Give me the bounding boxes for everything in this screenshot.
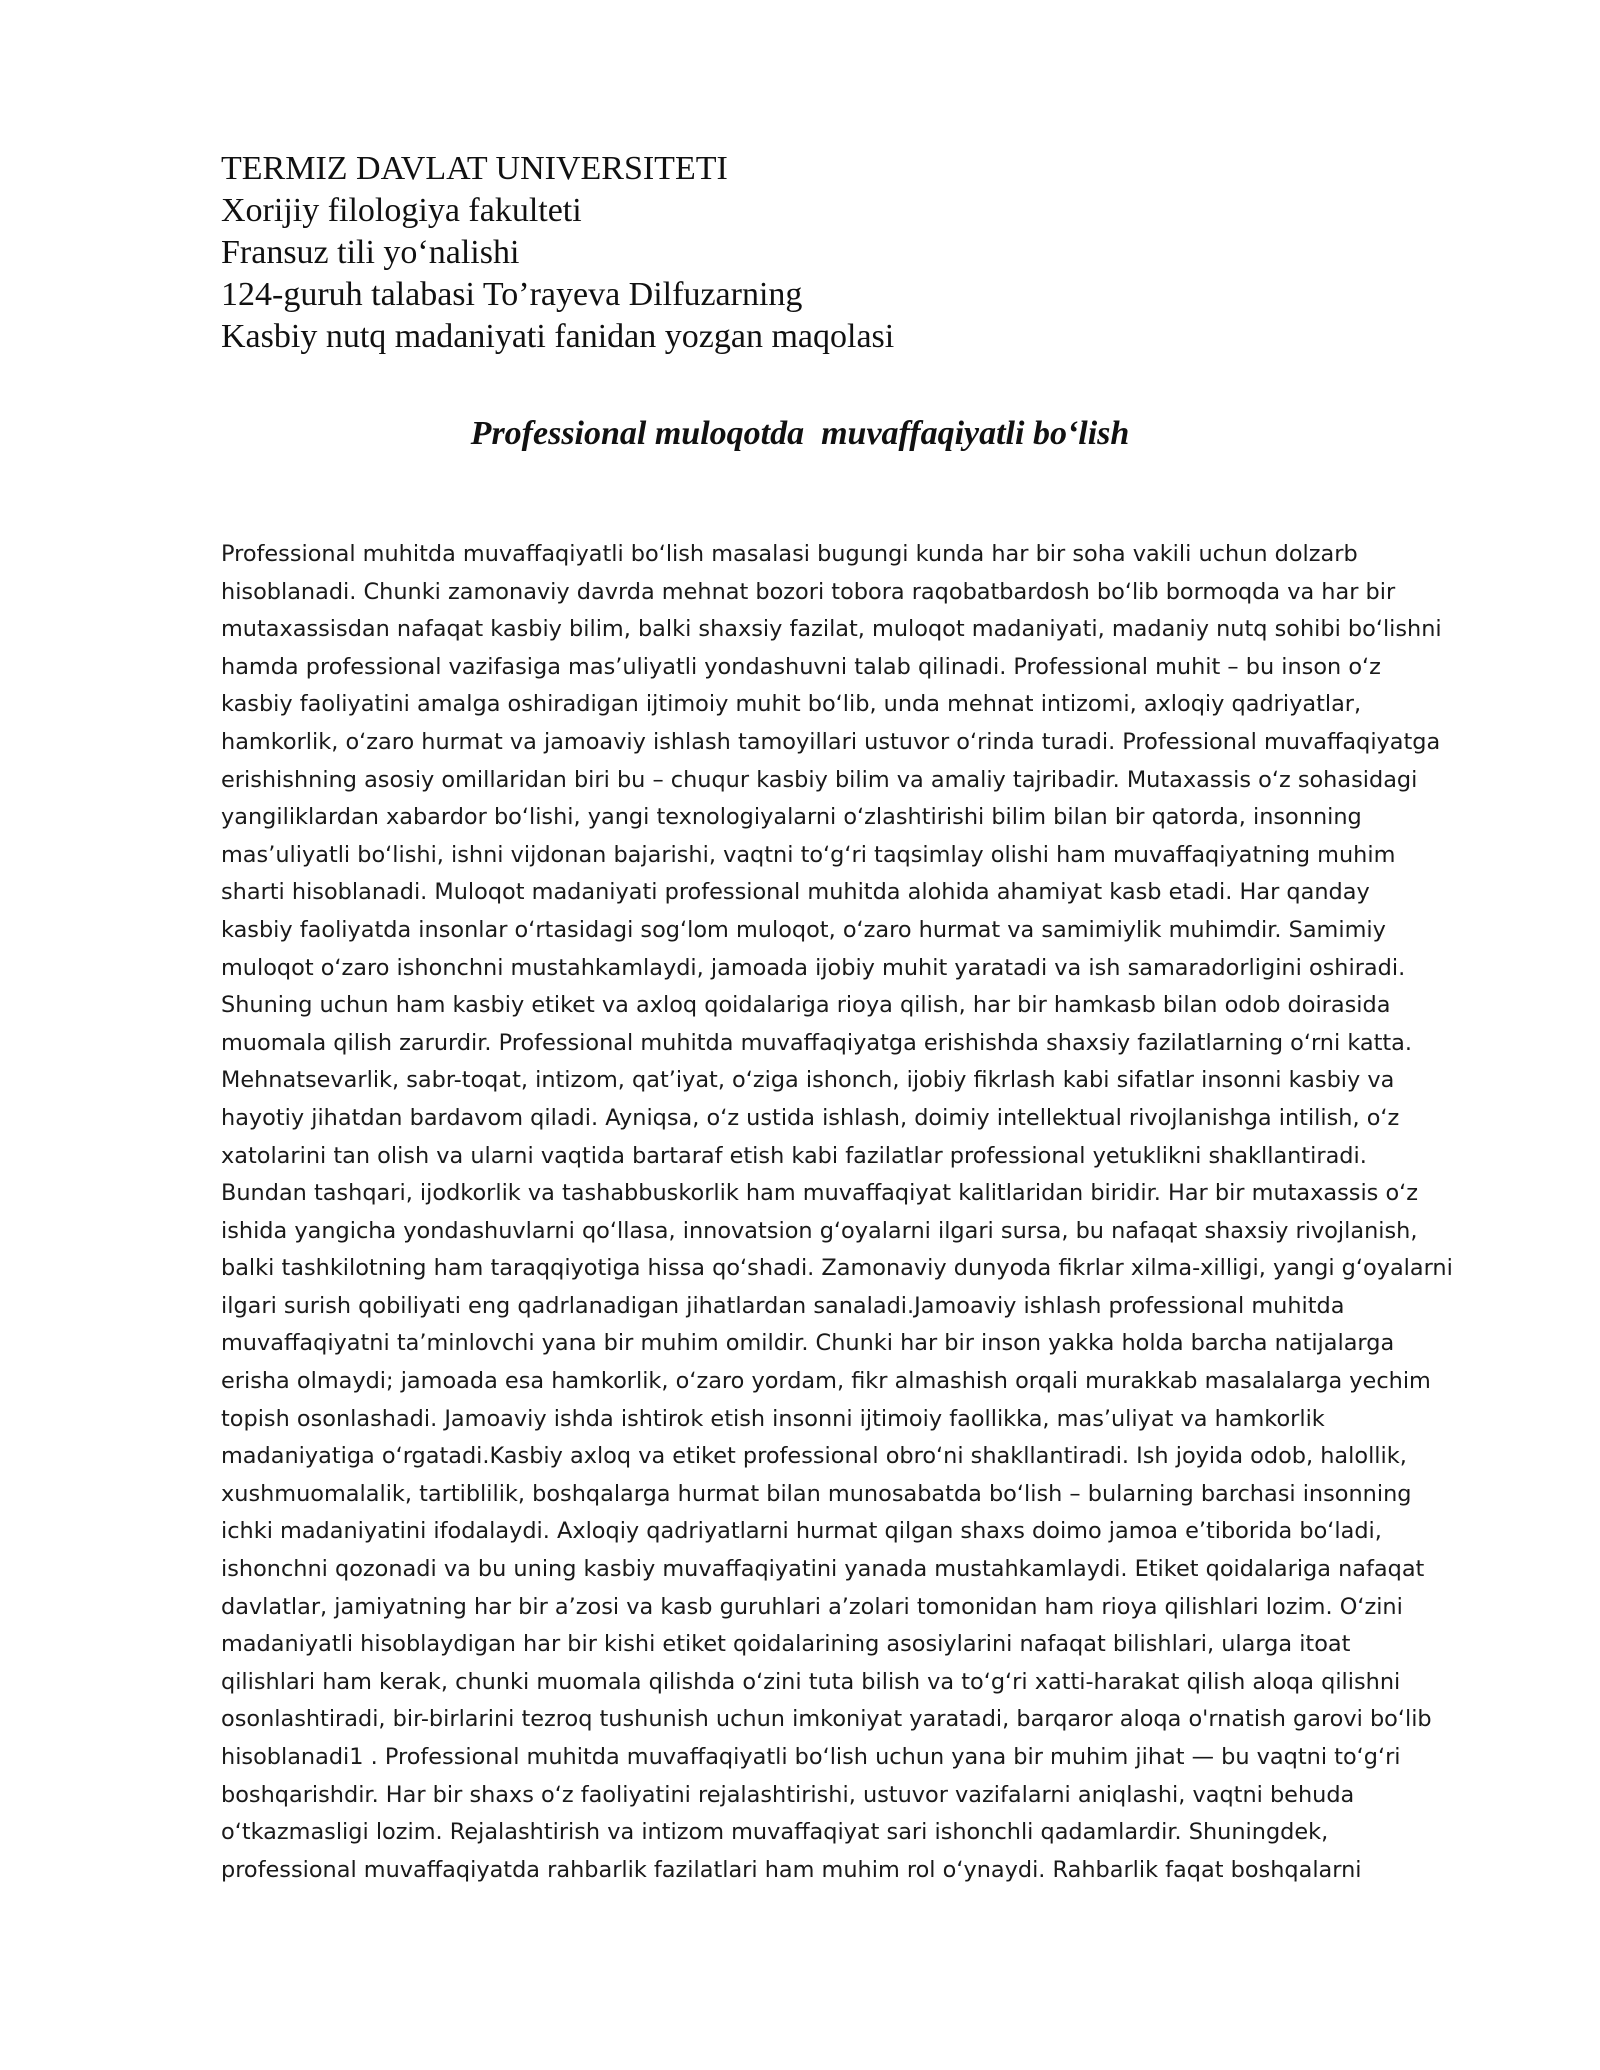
body-text-line: xushmuomalalik, tartiblilik, boshqalarga hurmat bilan munosabatda boʻlish – bularning barchasi insonning — [221, 1480, 1412, 1507]
body-text-line: kasbiy faoliyatda insonlar oʻrtasidagi sogʻlom muloqot, oʻzaro hurmat va samimiylik muhimdir. Samimiy — [221, 916, 1386, 943]
document-header — [221, 148, 1421, 358]
article-body — [221, 536, 1481, 1889]
body-text-line: muvaffaqiyatni ta’minlovchi yana bir muhim omildir. Chunki har bir inson yakka holda barcha natijalarga — [221, 1330, 1395, 1357]
body-text-line: oʻtkazmasligi lozim. Rejalashtirish va intizom muvaffaqiyat sari ishonchli qadamlardir. Shuningdek, — [221, 1819, 1329, 1846]
body-text-line: madaniyatiga oʻrgatadi.Kasbiy axloq va etiket professional obroʻni shakllantiradi. Ish joyida odob, halollik, — [221, 1443, 1407, 1470]
body-text-line: hamkorlik, oʻzaro hurmat va jamoaviy ishlash tamoyillari ustuvor oʻrinda turadi. Professional muvaffaqiyatga — [221, 728, 1441, 755]
department-name: Fransuz tili yoʻnalishi — [221, 234, 520, 271]
body-text-line: madaniyatli hisoblaydigan har bir kishi etiket qoidalarining asosiylarini nafaqat bilishlari, ularga itoat — [221, 1631, 1351, 1658]
body-text-line: ilgari surish qobiliyati eng qadrlanadigan jihatlardan sanaladi.Jamoaviy ishlash professional muhitda — [221, 1292, 1345, 1319]
body-text-line: osonlashtiradi, bir-birlarini tezroq tushunish uchun imkoniyat yaratadi, barqaror aloqa o'rnatish garovi boʻlib — [221, 1706, 1432, 1733]
body-text-line: hayotiy jihatdan bardavom qiladi. Ayniqsa, oʻz ustida ishlash, doimiy intellektual rivojlanishga intilish, oʻz — [221, 1104, 1400, 1131]
body-text-line: erisha olmaydi; jamoada esa hamkorlik, oʻzaro yordam, fikr almashish orqali murakkab masalalarga yechim — [221, 1368, 1431, 1395]
body-text-line: muomala qilish zarurdir. Professional muhitda muvaffaqiyatga erishishda shaxsiy fazilatlarning oʻrni katta. — [221, 1029, 1413, 1056]
university-name: TERMIZ DAVLAT UNIVERSITETI — [221, 150, 728, 187]
student-info: 124-guruh talabasi To’rayeva Dilfuzarning — [221, 276, 803, 313]
body-text-line: ichki madaniyatini ifodalaydi. Axloqiy qadriyatlarni hurmat qilgan shaxs doimo jamoa e’tiborida boʻladi, — [221, 1518, 1382, 1545]
body-text-line: yangiliklardan xabardor boʻlishi, yangi texnologiyalarni oʻzlashtirishi bilim bilan bir qatorda, insonning — [221, 804, 1362, 831]
body-text-line: kasbiy faoliyatini amalga oshiradigan ijtimoiy muhit boʻlib, unda mehnat intizomi, axloqiy qadriyatlar, — [221, 691, 1362, 718]
body-text-line: sharti hisoblanadi. Muloqot madaniyati professional muhitda alohida ahamiyat kasb etadi. Har qanday — [221, 879, 1370, 906]
body-text-line: hamda professional vazifasiga mas’uliyatli yondashuvni talab qilinadi. Professional muhit – bu inson oʻz — [221, 653, 1381, 680]
body-text-line: ishonchni qozonadi va bu uning kasbiy muvaffaqiyatini yanada mustahkamlaydi. Etiket qoidalariga nafaqat — [221, 1556, 1425, 1583]
body-text-line: professional muvaffaqiyatda rahbarlik fazilatlari ham muhim rol oʻynaydi. Rahbarlik faqat boshqalarni — [221, 1856, 1362, 1883]
body-text-line: mas’uliyatli boʻlishi, ishni vijdonan bajarishi, vaqtni toʻgʻri taqsimlay olishi ham muvaffaqiyatning muhim — [221, 841, 1396, 868]
body-text-line: xatolarini tan olish va ularni vaqtida bartaraf etish kabi fazilatlar professional yetuklikni shakllantiradi. — [221, 1142, 1367, 1169]
body-text-line: hisoblanadi. Chunki zamonaviy davrda mehnat bozori tobora raqobatbardosh boʻlib bormoqda va har bir — [221, 578, 1396, 605]
body-text-line: muloqot oʻzaro ishonchni mustahkamlaydi, jamoada ijobiy muhit yaratadi va ish samaradorligini oshiradi. — [221, 954, 1406, 981]
body-text-line: ishida yangicha yondashuvlarni qoʻllasa, innovatsion gʻoyalarni ilgari sursa, bu nafaqat shaxsiy rivojlanish, — [221, 1217, 1418, 1244]
faculty-name: Xorijiy filologiya fakulteti — [221, 192, 582, 229]
body-text-line: Professional muhitda muvaffaqiyatli boʻlish masalasi bugungi kunda har bir soha vakili uchun dolzarb — [221, 541, 1358, 567]
article-subject: Kasbiy nutq madaniyati fanidan yozgan maqolasi — [221, 318, 895, 355]
body-text-line: erishishning asosiy omillaridan biri bu – chuqur kasbiy bilim va amaliy tajribadir. Mutaxassis oʻz sohasidagi — [221, 766, 1418, 793]
body-text-line: Mehnatsevarlik, sabr-toqat, intizom, qat’iyat, oʻziga ishonch, ijobiy fikrlash kabi sifatlar insonni kasbiy va — [221, 1067, 1395, 1094]
body-text-line: Bundan tashqari, ijodkorlik va tashabbuskorlik ham muvaffaqiyat kalitlaridan biridir. Har bir mutaxassis oʻz — [221, 1180, 1419, 1207]
body-text-line: qilishlari ham kerak, chunki muomala qilishda oʻzini tuta bilish va toʻgʻri xatti-harakat qilish aloqa qilishni — [221, 1668, 1401, 1695]
body-text-line: balki tashkilotning ham taraqqiyotiga hissa qoʻshadi. Zamonaviy dunyoda fikrlar xilma-xilligi, yangi gʻoyalarni — [221, 1255, 1453, 1282]
body-text-line: topish osonlashadi. Jamoaviy ishda ishtirok etish insonni ijtimoiy faollikka, mas’uliyat va hamkorlik — [221, 1405, 1325, 1432]
body-text-line: hisoblanadi1 . Professional muhitda muvaffaqiyatli boʻlish uchun yana bir muhim jihat — bu vaqtni toʻgʻri — [221, 1744, 1401, 1770]
body-text-line: Shuning uchun ham kasbiy etiket va axloq qoidalariga rioya qilish, har bir hamkasb bilan odob doirasida — [221, 992, 1391, 1019]
body-text-line: davlatlar, jamiyatning har bir a’zosi va kasb guruhlari a’zolari tomonidan ham rioya qilishlari lozim. Oʻzini — [221, 1593, 1403, 1620]
article-title: Professional muloqotda muvaffaqiyatli boʻlish — [470, 415, 1130, 452]
body-text-line: boshqarishdir. Har bir shaxs oʻz faoliyatini rejalashtirishi, ustuvor vazifalarni aniqlashi, vaqtni behuda — [221, 1781, 1355, 1808]
body-text-line: mutaxassisdan nafaqat kasbiy bilim, balki shaxsiy fazilat, muloqot madaniyati, madaniy nutq sohibi boʻlishni — [221, 616, 1442, 643]
